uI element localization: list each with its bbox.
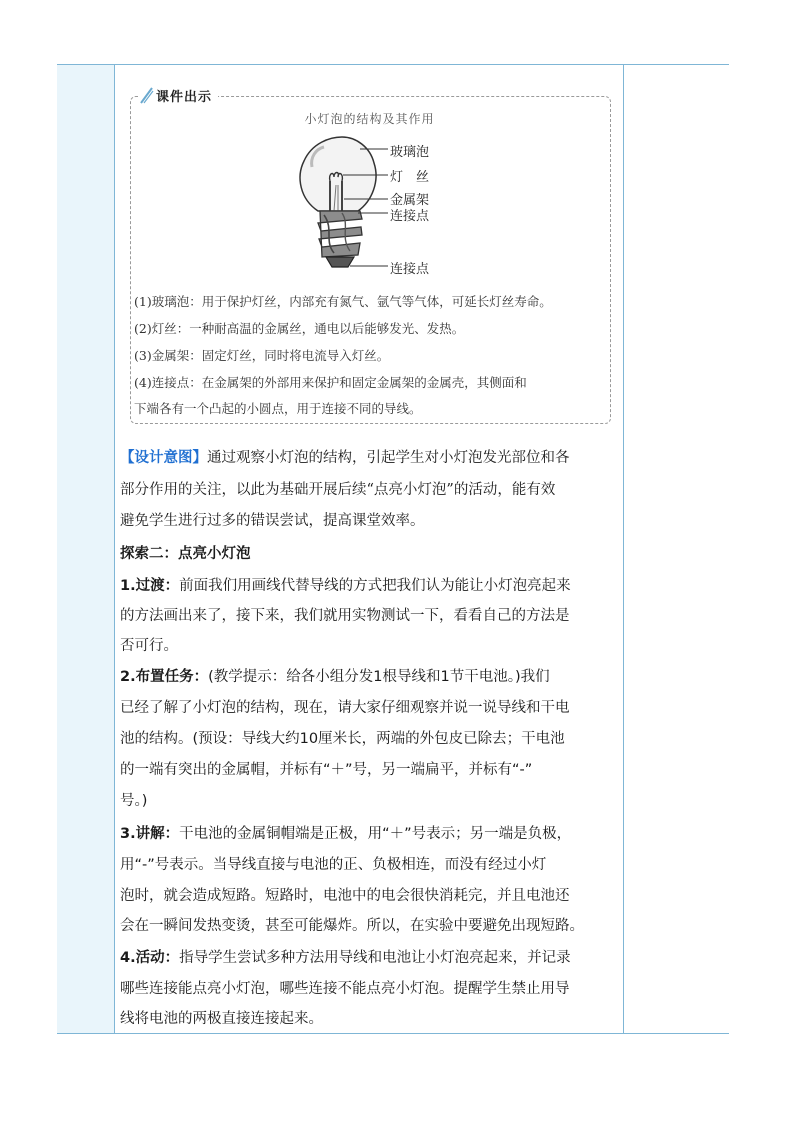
item2-line-5: 号。) xyxy=(120,793,148,809)
design-intent-line-2: 部分作用的关注，以此为基础开展后续“点亮小灯泡”的活动，能有效 xyxy=(120,482,556,498)
courseware-label-wrap xyxy=(138,84,218,106)
table-top-border xyxy=(57,64,729,65)
pencil-icon xyxy=(140,86,154,104)
section-heading: 探索二：点亮小灯泡 xyxy=(120,546,251,562)
item1-line-3: 否可行。 xyxy=(120,638,178,654)
courseware-note-1: (1)玻璃泡：用于保护灯丝，内部充有氮气、氩气等气体，可延长灯丝寿命。 xyxy=(134,294,552,309)
part-label-filament: 灯 丝 xyxy=(390,170,430,185)
item3-line-4: 会在一瞬间发热变烫，甚至可能爆炸。所以，在实验中要避免出现短路。 xyxy=(120,918,584,934)
item3-line-3: 泡时，就会造成短路。短路时，电池中的电会很快消耗完，并且电池还 xyxy=(120,888,570,904)
design-intent-line-3: 避免学生进行过多的错误尝试，提高课堂效率。 xyxy=(120,513,425,529)
part-label-contact-side: 连接点 xyxy=(390,209,430,224)
item4-line-3: 线将电池的两极直接连接起来。 xyxy=(120,1011,323,1027)
table-divider-right xyxy=(623,64,624,1033)
item2-line-3: 池的结构。(预设：导线大约10厘米长，两端的外包皮已除去；干电池 xyxy=(120,731,565,747)
courseware-label: 课件出示 xyxy=(156,89,213,105)
item1-line-1: 1.过渡：前面我们用画线代替导线的方式把我们认为能让小灯泡亮起来 xyxy=(120,578,571,594)
courseware-note-3: (3)金属架：固定灯丝，同时将电流导入灯丝。 xyxy=(134,348,390,363)
item3-line-1: 3.讲解：干电池的金属铜帽端是正极，用“＋”号表示；另一端是负极， xyxy=(120,826,572,842)
item2-line-1: 2.布置任务：(教学提示：给各小组分发1根导线和1节干电池。)我们 xyxy=(120,669,550,685)
item4-line-2: 哪些连接能点亮小灯泡，哪些连接不能点亮小灯泡。提醒学生禁止用导 xyxy=(120,981,570,997)
table-bottom-border xyxy=(57,1033,729,1034)
courseware-note-5: 下端各有一个凸起的小圆点，用于连接不同的导线。 xyxy=(134,401,422,416)
part-label-glass-bulb: 玻璃泡 xyxy=(390,145,430,160)
courseware-title: 小灯泡的结构及其作用 xyxy=(304,112,435,126)
light-bulb-illustration xyxy=(290,133,390,275)
courseware-note-2: (2)灯丝：一种耐高温的金属丝，通电以后能够发光、发热。 xyxy=(134,321,465,336)
item3-line-2: 用“-”号表示。当导线直接与电池的正、负极相连，而没有经过小灯 xyxy=(120,857,547,873)
courseware-note-4: (4)连接点：在金属架的外部用来保护和固定金属架的金属壳，其侧面和 xyxy=(134,375,527,390)
table-divider-left xyxy=(114,64,115,1033)
design-intent-label: 【设计意图】 xyxy=(120,450,207,466)
design-intent-line-1: 【设计意图】通过观察小灯泡的结构，引起学生对小灯泡发光部位和各 xyxy=(120,450,570,466)
part-label-metal-frame: 金属架 xyxy=(390,193,430,208)
table-left-column xyxy=(57,65,114,1033)
item1-line-2: 的方法画出来了，接下来，我们就用实物测试一下，看看自己的方法是 xyxy=(120,608,570,624)
item4-line-1: 4.活动：指导学生尝试多种方法用导线和电池让小灯泡亮起来，并记录 xyxy=(120,950,571,966)
part-label-contact-bottom: 连接点 xyxy=(390,262,430,277)
item2-line-2: 已经了解了小灯泡的结构，现在，请大家仔细观察并说一说导线和干电 xyxy=(120,700,570,716)
item2-line-4: 的一端有突出的金属帽，并标有“＋”号，另一端扁平，并标有“-” xyxy=(120,762,533,778)
